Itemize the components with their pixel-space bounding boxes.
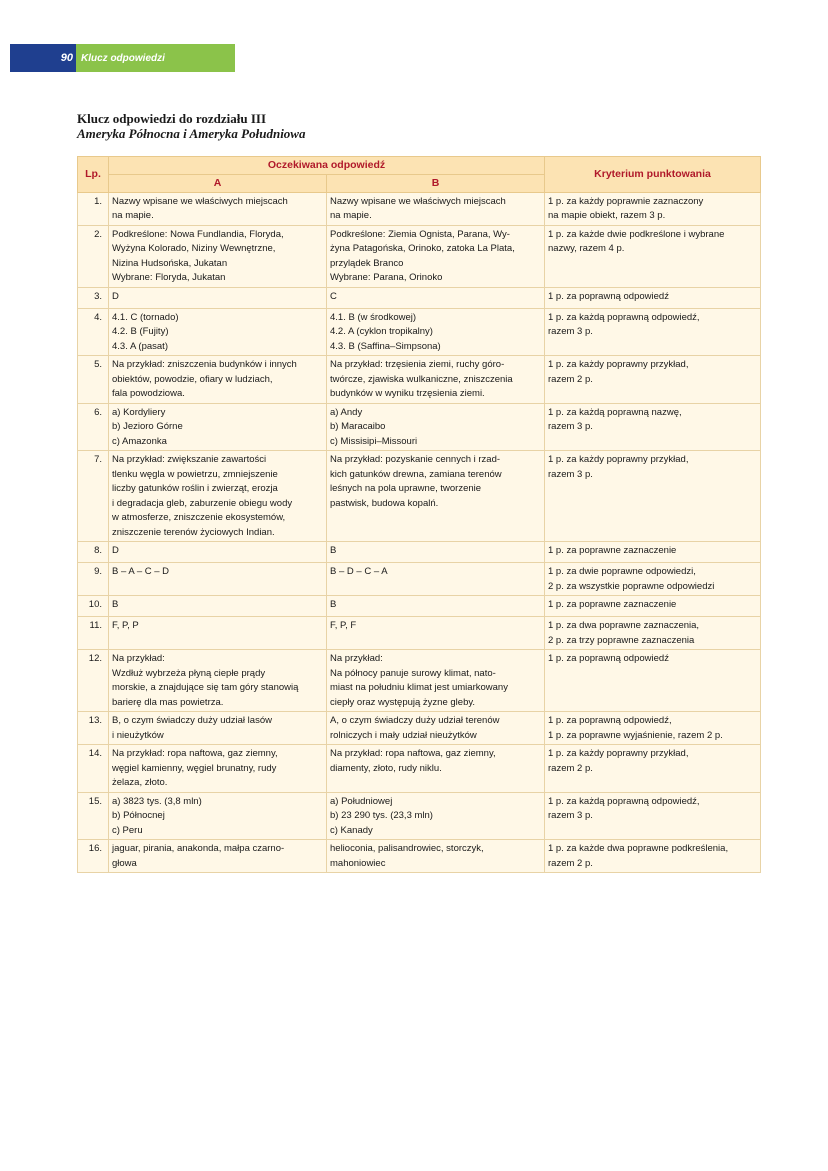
answer-b-cell xyxy=(327,356,545,404)
cell-line: 2 p. za wszystkie poprawne odpowiedzi xyxy=(548,580,715,592)
cell-line: Na przykład: xyxy=(330,653,383,664)
cell-line: w atmosferze, zniszczenie ekosystemów, xyxy=(112,512,286,523)
cell-line: 4.2. A (cyklon tropikalny) xyxy=(330,326,433,337)
cell-line: a) Południowej xyxy=(330,795,393,807)
table-row xyxy=(78,192,761,225)
cell-line: Nazwy wpisane we właściwych miejscach xyxy=(112,195,288,207)
chapter-heading xyxy=(77,111,305,142)
row-number: 4. xyxy=(78,308,109,356)
answer-rows xyxy=(78,192,761,873)
table-row xyxy=(78,225,761,287)
answer-a-cell xyxy=(109,192,327,225)
row-number: 5. xyxy=(78,356,109,404)
cell-line: razem 3 p. xyxy=(548,326,593,337)
cell-line: B xyxy=(330,545,337,556)
cell-line: a) Andy xyxy=(330,406,363,418)
cell-line: 4.1. C (tornado) xyxy=(112,311,179,323)
cell-line: razem 2 p. xyxy=(548,857,593,869)
cell-line: Na przykład: ropa naftowa, gaz ziemny, xyxy=(112,748,278,759)
cell-line: b) Maracaibo xyxy=(330,421,386,432)
cell-line: 1 p. za każde dwa poprawne podkreślenia, xyxy=(548,843,729,854)
cell-line: barierę dla mas powietrza. xyxy=(112,696,224,708)
cell-line: Wzdłuż wybrzeża płyną ciepłe prądy xyxy=(112,667,266,679)
answer-b-cell xyxy=(327,403,545,451)
cell-line: kich gatunków drewna, zamiana terenów xyxy=(330,468,502,480)
row-number: 2. xyxy=(78,225,109,287)
row-number: 11. xyxy=(78,617,109,650)
cell-line: żelaza, złoto. xyxy=(112,777,168,788)
cell-line: c) Missisipi–Missouri xyxy=(330,435,418,447)
row-number: 10. xyxy=(78,596,109,617)
answer-key-table xyxy=(77,156,761,873)
cell-line: c) Peru xyxy=(112,824,143,836)
criteria-cell xyxy=(545,792,761,840)
row-number: 12. xyxy=(78,650,109,712)
cell-line: 1 p. za każdą poprawną odpowiedź, xyxy=(548,795,700,807)
cell-line: 1 p. za poprawną odpowiedź xyxy=(548,653,669,664)
cell-line: twórcze, zjawiska wulkaniczne, zniszczenia xyxy=(330,373,513,385)
cell-line: razem 3 p. xyxy=(548,810,593,821)
answer-b-cell xyxy=(327,192,545,225)
answer-b-cell xyxy=(327,792,545,840)
cell-line: 4.3. B (Saffina–Simpsona) xyxy=(330,340,441,352)
criteria-cell xyxy=(545,596,761,617)
cell-line: Na przykład: trzęsienia ziemi, ruchy góro- xyxy=(330,359,505,370)
header-group-a: A xyxy=(109,175,327,193)
cell-line: 1 p. za poprawne zaznaczenie xyxy=(548,599,677,610)
criteria-cell xyxy=(545,287,761,308)
cell-line: 4.1. B (w środkowej) xyxy=(330,311,417,323)
cell-line: Na przykład: pozyskanie cennych i rzad- xyxy=(330,454,501,465)
cell-line: B – D – C – A xyxy=(330,566,388,577)
cell-line: b) Jezioro Górne xyxy=(112,421,183,432)
answer-a-cell xyxy=(109,451,327,542)
cell-line: 4.2. B (Fujity) xyxy=(112,326,169,337)
cell-line: pastwisk, budowa kopalń. xyxy=(330,497,439,509)
cell-line: jaguar, pirania, anakonda, małpa czarno- xyxy=(112,843,285,854)
cell-line: razem 3 p. xyxy=(548,468,593,480)
answer-b-cell xyxy=(327,840,545,873)
cell-line: rolniczych i mały udział nieużytków xyxy=(330,729,477,741)
cell-line: B – A – C – D xyxy=(112,566,170,577)
cell-line: razem 2 p. xyxy=(548,762,593,774)
criteria-cell xyxy=(545,840,761,873)
answer-a-cell xyxy=(109,596,327,617)
row-number: 3. xyxy=(78,287,109,308)
criteria-cell xyxy=(545,225,761,287)
cell-line: na mapie. xyxy=(330,210,372,221)
cell-line: ciepły oraz występują żyzne gleby. xyxy=(330,696,476,708)
cell-line: żyna Patagońska, Orinoko, zatoka La Plata, xyxy=(330,243,515,254)
table-row xyxy=(78,287,761,308)
cell-line: i nieużytków xyxy=(112,729,164,741)
answer-a-cell xyxy=(109,617,327,650)
chapter-subtitle: Ameryka Północna i Ameryka Południowa xyxy=(77,126,306,141)
table-row xyxy=(78,617,761,650)
cell-line: c) Amazonka xyxy=(112,435,167,447)
cell-line: 1 p. za poprawne wyjaśnienie, razem 2 p. xyxy=(548,729,723,741)
answer-b-cell xyxy=(327,308,545,356)
cell-line: na mapie obiekt, razem 3 p. xyxy=(548,210,666,221)
cell-line: nazwy, razem 4 p. xyxy=(548,243,625,254)
answer-a-cell xyxy=(109,225,327,287)
page-number: 90 xyxy=(10,44,76,72)
cell-line: razem 3 p. xyxy=(548,421,593,432)
answer-b-cell xyxy=(327,451,545,542)
cell-line: budynków w wyniku trzęsienia ziemi. xyxy=(330,388,485,399)
section-title: Klucz odpowiedzi xyxy=(76,44,235,72)
cell-line: przylądek Branco xyxy=(330,257,404,269)
cell-line: węgiel kamienny, węgiel brunatny, rudy xyxy=(112,762,277,774)
answer-a-cell xyxy=(109,840,327,873)
cell-line: 1 p. za dwa poprawne zaznaczenia, xyxy=(548,620,700,631)
table-row xyxy=(78,650,761,712)
table-row xyxy=(78,542,761,563)
cell-line: 1 p. za każdy poprawnie zaznaczony xyxy=(548,195,704,207)
cell-line: leśnych na pola uprawne, tworzenie xyxy=(330,483,482,494)
cell-line: Na przykład: zniszczenia budynków i innych xyxy=(112,359,297,370)
cell-line: A, o czym świadczy duży udział terenów xyxy=(330,715,500,726)
cell-line: razem 2 p. xyxy=(548,373,593,385)
row-number: 16. xyxy=(78,840,109,873)
cell-line: fala powodziowa. xyxy=(112,388,185,399)
cell-line: 1 p. za poprawne zaznaczenie xyxy=(548,545,677,556)
cell-line: a) Kordyliery xyxy=(112,406,166,418)
header-criteria: Kryterium punktowania xyxy=(545,157,761,193)
cell-line: b) 23 290 tys. (23,3 mln) xyxy=(330,810,433,821)
criteria-cell xyxy=(545,451,761,542)
cell-line: Wyżyna Kolorado, Niziny Wewnętrzne, xyxy=(112,243,276,254)
cell-line: Na przykład: ropa naftowa, gaz ziemny, xyxy=(330,748,496,759)
row-number: 14. xyxy=(78,745,109,793)
header-lp: Lp. xyxy=(78,157,109,193)
cell-line: Podkreślone: Nowa Fundlandia, Floryda, xyxy=(112,228,284,240)
header-group-b: B xyxy=(327,175,545,193)
cell-line: D xyxy=(112,545,119,556)
cell-line: B, o czym świadczy duży udział lasów xyxy=(112,715,272,726)
cell-line: i degradacja gleb, zaburzenie obiegu wody xyxy=(112,497,293,509)
cell-line: liczby gatunków roślin i zwierząt, erozja xyxy=(112,483,278,494)
cell-line: 1 p. za poprawną odpowiedź, xyxy=(548,715,672,726)
table-row xyxy=(78,840,761,873)
cell-line: 1 p. za każdy poprawny przykład, xyxy=(548,359,689,370)
table-row xyxy=(78,596,761,617)
answer-b-cell xyxy=(327,225,545,287)
answer-a-cell xyxy=(109,650,327,712)
cell-line: 1 p. za każde dwie podkreślone i wybrane xyxy=(548,228,725,240)
header-expected-answer: Oczekiwana odpowiedź xyxy=(109,157,545,175)
page-header-tab xyxy=(10,44,235,72)
cell-line: F, P, F xyxy=(330,620,357,631)
cell-line: helioconia, palisandrowiec, storczyk, xyxy=(330,843,484,854)
answer-b-cell xyxy=(327,542,545,563)
cell-line: C xyxy=(330,290,337,302)
answer-b-cell xyxy=(327,563,545,596)
cell-line: Nizina Hudsońska, Jukatan xyxy=(112,257,228,269)
row-number: 9. xyxy=(78,563,109,596)
criteria-cell xyxy=(545,192,761,225)
cell-line: Nazwy wpisane we właściwych miejscach xyxy=(330,195,506,207)
answer-b-cell xyxy=(327,596,545,617)
answer-a-cell xyxy=(109,308,327,356)
cell-line: D xyxy=(112,290,119,302)
criteria-cell xyxy=(545,308,761,356)
cell-line: 1 p. za poprawną odpowiedź xyxy=(548,290,669,302)
cell-line: 1 p. za każdy poprawny przykład, xyxy=(548,454,689,465)
cell-line: 1 p. za każdy poprawny przykład, xyxy=(548,748,689,759)
answer-a-cell xyxy=(109,745,327,793)
cell-line: obiektów, powodzie, ofiary w ludziach, xyxy=(112,373,273,385)
table-row xyxy=(78,563,761,596)
cell-line: Na przykład: xyxy=(112,653,165,664)
criteria-cell xyxy=(545,650,761,712)
cell-line: 1 p. za każdą poprawną nazwę, xyxy=(548,406,682,418)
row-number: 15. xyxy=(78,792,109,840)
answer-b-cell xyxy=(327,287,545,308)
cell-line: Wybrane: Parana, Orinoko xyxy=(330,272,443,283)
cell-line: 4.3. A (pasat) xyxy=(112,340,168,352)
answer-a-cell xyxy=(109,403,327,451)
cell-line: F, P, P xyxy=(112,620,139,631)
answer-b-cell xyxy=(327,617,545,650)
cell-line: mahoniowiec xyxy=(330,857,386,869)
cell-line: tlenku węgla w powietrzu, zmniejszenie xyxy=(112,468,278,480)
row-number: 13. xyxy=(78,712,109,745)
cell-line: 2 p. za trzy poprawne zaznaczenia xyxy=(548,634,695,646)
criteria-cell xyxy=(545,542,761,563)
row-number: 8. xyxy=(78,542,109,563)
table-row xyxy=(78,712,761,745)
cell-line: diamenty, złoto, rudy niklu. xyxy=(330,762,442,774)
chapter-title: Klucz odpowiedzi do rozdziału III xyxy=(77,111,267,126)
criteria-cell xyxy=(545,403,761,451)
cell-line: B xyxy=(330,599,337,610)
answer-a-cell xyxy=(109,287,327,308)
answer-a-cell xyxy=(109,792,327,840)
cell-line: morskie, a znajdujące się tam góry stanowią xyxy=(112,682,299,693)
cell-line: 1 p. za dwie poprawne odpowiedzi, xyxy=(548,566,696,577)
cell-line: 1 p. za każdą poprawną odpowiedź, xyxy=(548,311,700,323)
cell-line: na mapie. xyxy=(112,210,154,221)
answer-a-cell xyxy=(109,542,327,563)
table-row xyxy=(78,451,761,542)
cell-line: Podkreślone: Ziemia Ognista, Parana, Wy- xyxy=(330,228,510,240)
table-row xyxy=(78,403,761,451)
cell-line: Na przykład: zwiększanie zawartości xyxy=(112,454,267,465)
cell-line: B xyxy=(112,599,119,610)
row-number: 6. xyxy=(78,403,109,451)
cell-line: miast na południu klimat jest umiarkowany xyxy=(330,682,508,693)
answer-a-cell xyxy=(109,712,327,745)
answer-b-cell xyxy=(327,745,545,793)
row-number: 7. xyxy=(78,451,109,542)
table-row xyxy=(78,308,761,356)
answer-a-cell xyxy=(109,356,327,404)
cell-line: Wybrane: Floryda, Jukatan xyxy=(112,272,226,283)
table-row xyxy=(78,792,761,840)
answer-b-cell xyxy=(327,712,545,745)
table-row xyxy=(78,745,761,793)
answer-b-cell xyxy=(327,650,545,712)
criteria-cell xyxy=(545,356,761,404)
criteria-cell xyxy=(545,617,761,650)
criteria-cell xyxy=(545,563,761,596)
criteria-cell xyxy=(545,745,761,793)
cell-line: a) 3823 tys. (3,8 mln) xyxy=(112,795,202,807)
cell-line: Na północy panuje surowy klimat, nato- xyxy=(330,667,496,679)
criteria-cell xyxy=(545,712,761,745)
cell-line: głowa xyxy=(112,857,137,869)
cell-line: b) Północnej xyxy=(112,810,165,821)
row-number: 1. xyxy=(78,192,109,225)
cell-line: zniszczenie terenów życiowych Indian. xyxy=(112,526,275,538)
table-row xyxy=(78,356,761,404)
answer-a-cell xyxy=(109,563,327,596)
cell-line: c) Kanady xyxy=(330,824,373,836)
